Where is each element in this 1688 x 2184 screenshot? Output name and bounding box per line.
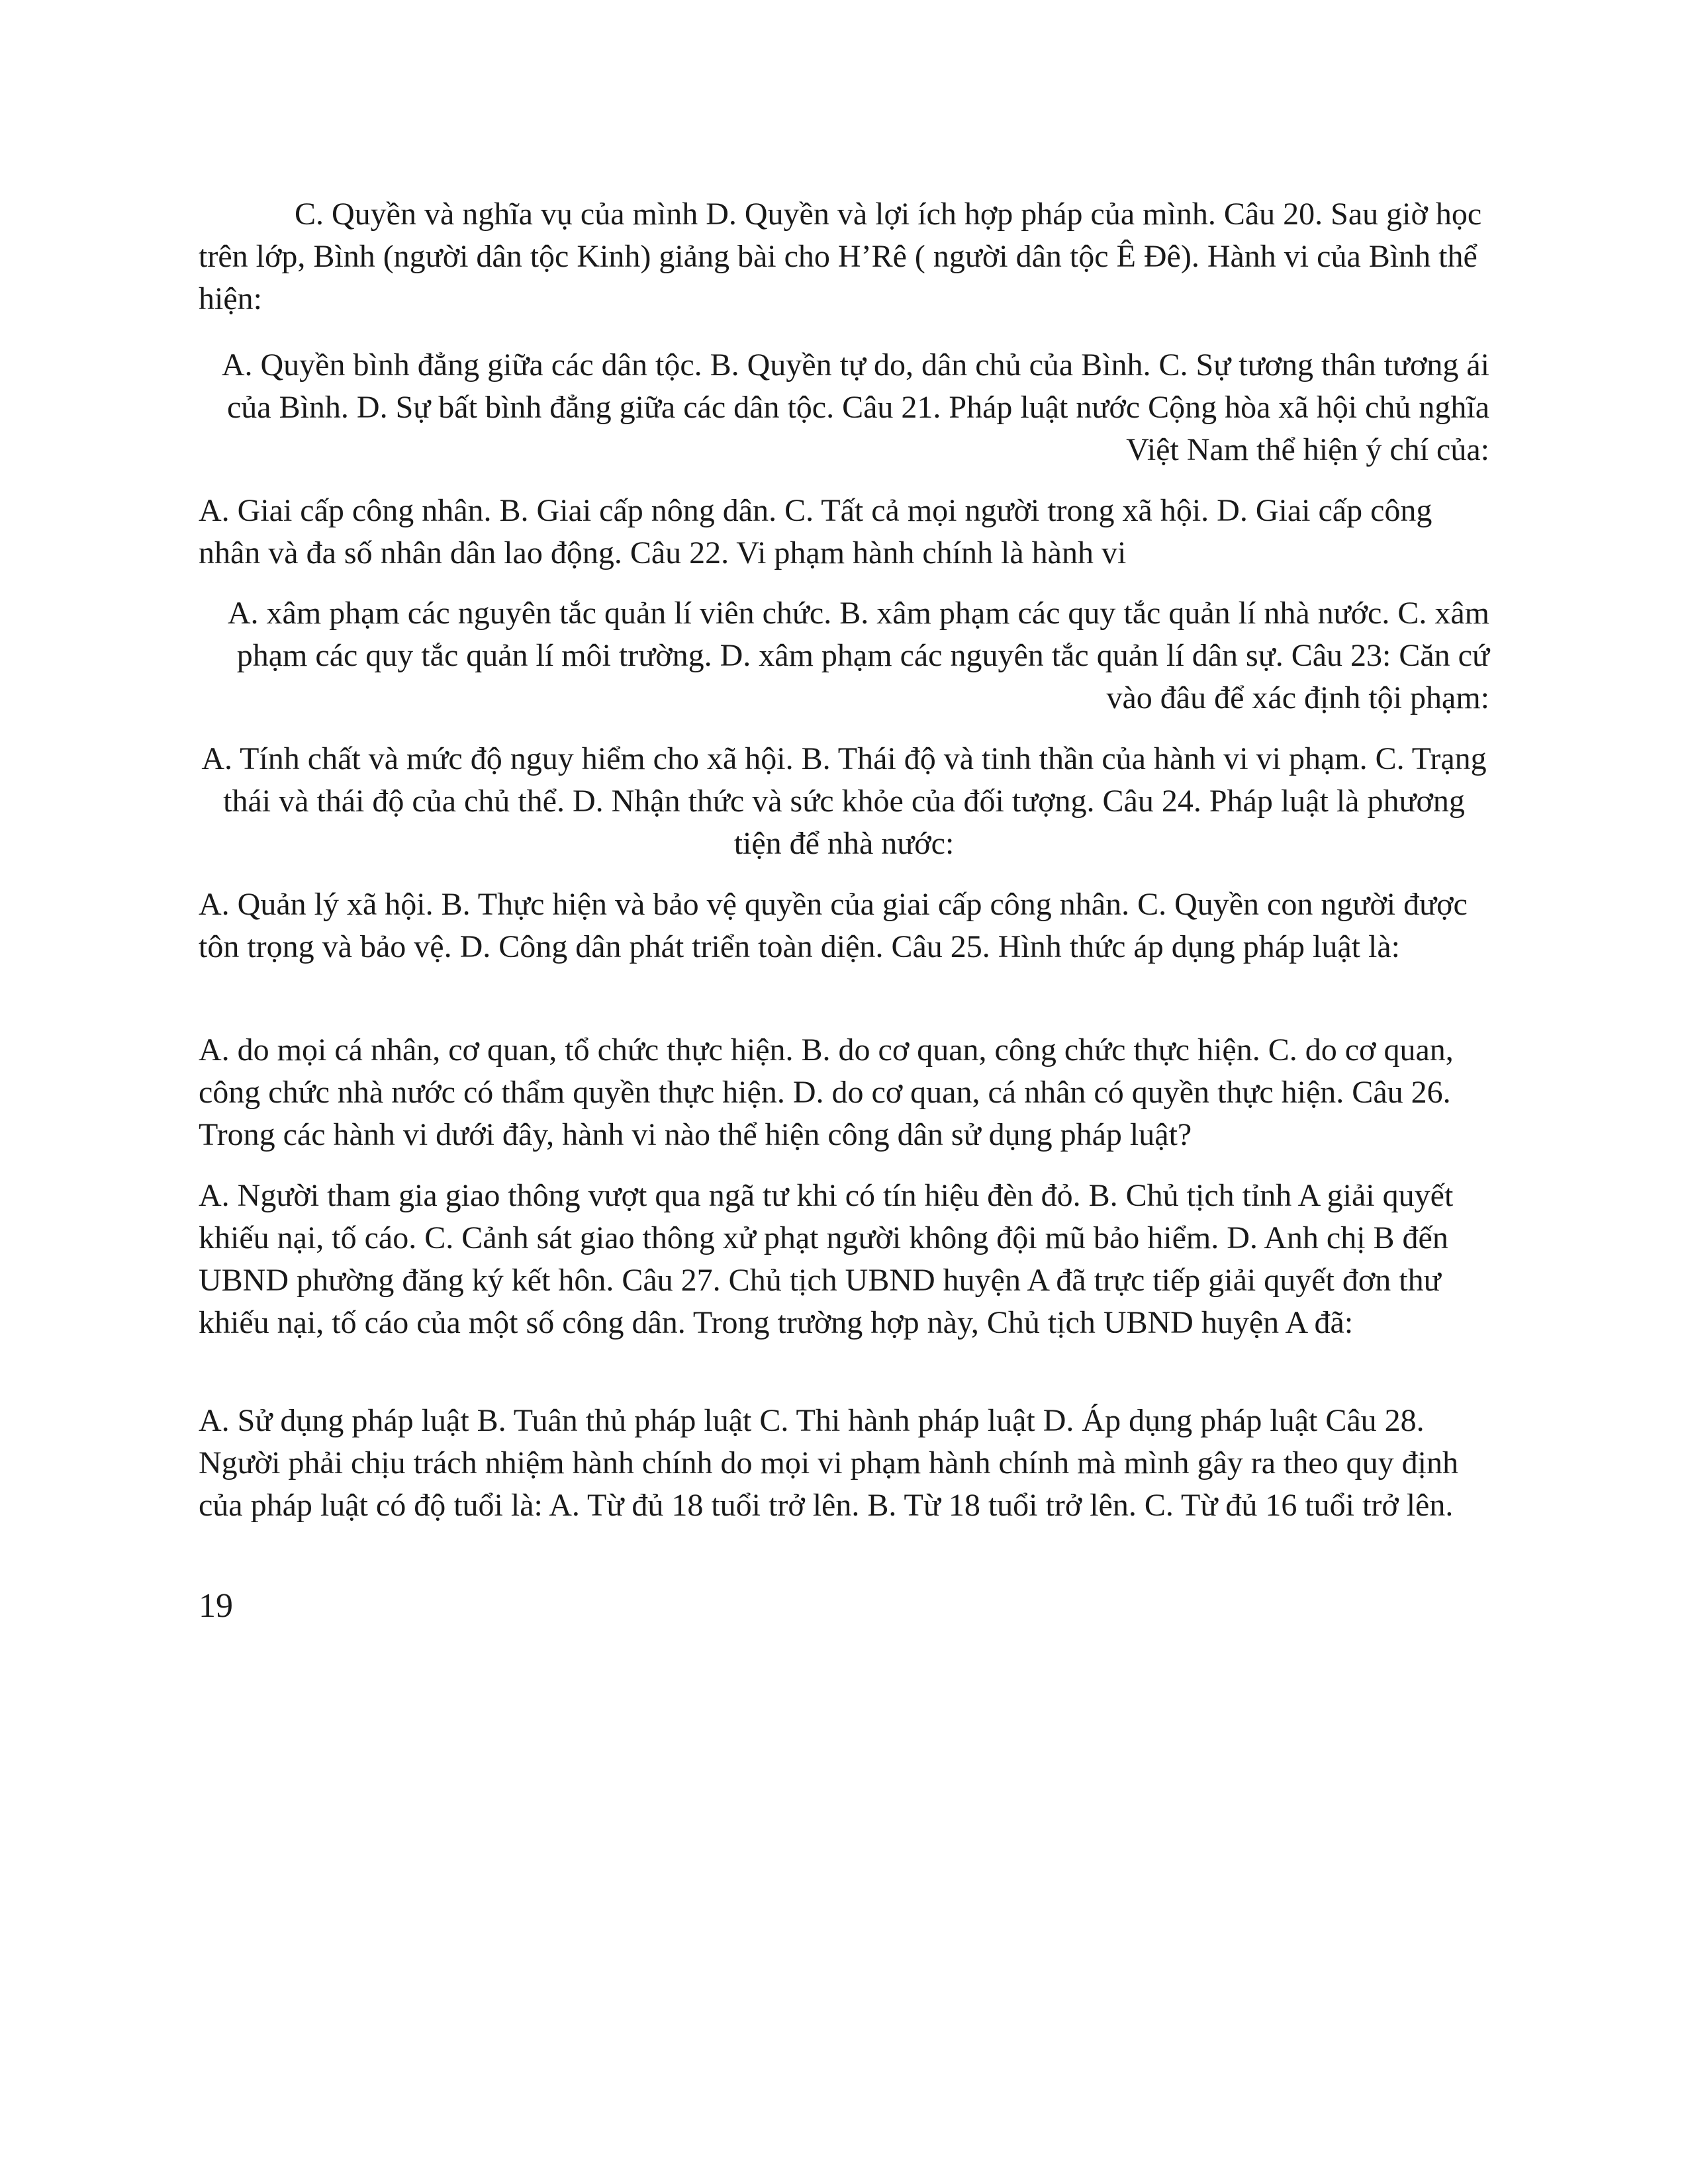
paragraph-q24-options-q25: A. Quản lý xã hội. B. Thực hiện và bảo vệ quyền của giai cấp công nhân. C. Quyền con người được tôn trọng và bảo vệ. D. Công dân phát triển toàn diện. Câu 25. Hình thức áp dụng pháp luật là:: [199, 887, 1468, 964]
paragraph-q20-options-q21: A. Quyền bình đẳng giữa các dân tộc. B. Quyền tự do, dân chủ của Bình. C. Sự tương thân tương ái của Bình. D. Sự bất bình đẳng giữa các dân tộc. Câu 21. Pháp luật nước Cộng hòa xã hội chủ nghĩa Việt Nam thể hiện ý chí của:: [221, 347, 1489, 467]
paragraph-q23-options-q24: A. Tính chất và mức độ nguy hiểm cho xã hội. B. Thái độ và tinh thần của hành vi vi phạm. C. Trạng thái và thái độ của chủ thể. D. Nhận thức và sức khỏe của đối tượng. Câu 24. Pháp luật là phương tiện để nhà nước:: [201, 741, 1487, 861]
paragraph-q25-options-q26: A. do mọi cá nhân, cơ quan, tổ chức thực hiện. B. do cơ quan, công chức thực hiện. C. do cơ quan, công chức nhà nước có thẩm quyền thực hiện. D. do cơ quan, cá nhân có quyền thực hiện. Câu 26. Trong các hành vi dưới đây, hành vi nào thể hiện công dân sử dụng pháp luật?: [199, 1032, 1454, 1152]
paragraph-q19-options-q20: C. Quyền và nghĩa vụ của mình D. Quyền và lợi ích hợp pháp của mình. Câu 20. Sau giờ học trên lớp, Bình (người dân tộc Kinh) giảng bài cho H’Rê ( người dân tộc Ê Đê). Hành vi của Bình thể hiện:: [199, 197, 1482, 316]
paragraph-q26-options-q27: A. Người tham gia giao thông vượt qua ngã tư khi có tín hiệu đèn đỏ. B. Chủ tịch tỉnh A giải quyết khiếu nại, tố cáo. C. Cảnh sát giao thông xử phạt người không đội mũ bảo hiểm. D. Anh chị B đến UBND phường đăng ký kết hôn. Câu 27. Chủ tịch UBND huyện A đã trực tiếp giải quyết đơn thư khiếu nại, tố cáo của một số công dân. Trong trường hợp này, Chủ tịch UBND huyện A đã:: [199, 1178, 1454, 1340]
paragraph-q22-options-q23: A. xâm phạm các nguyên tắc quản lí viên chức. B. xâm phạm các quy tắc quản lí nhà nước. C. xâm phạm các quy tắc quản lí môi trường. D. xâm phạm các nguyên tắc quản lí dân sự. Câu 23: Căn cứ vào đâu để xác định tội phạm:: [227, 596, 1489, 715]
page-number: 19: [199, 1587, 233, 1625]
paragraph-q27-options-q28: A. Sử dụng pháp luật B. Tuân thủ pháp luật C. Thi hành pháp luật D. Áp dụng pháp luật Câu 28. Người phải chịu trách nhiệm hành chính do mọi vi phạm hành chính mà mình gây ra theo quy định của pháp luật có độ tuổi là: A. Từ đủ 18 tuổi trở lên. B. Từ 18 tuổi trở lên. C. Từ đủ 16 tuổi trở lên.: [199, 1403, 1459, 1523]
paragraph-q21-options-q22: A. Giai cấp công nhân. B. Giai cấp nông dân. C. Tất cả mọi người trong xã hội. D. Giai cấp công nhân và đa số nhân dân lao động. Câu 22. Vi phạm hành chính là hành vi: [199, 493, 1432, 570]
